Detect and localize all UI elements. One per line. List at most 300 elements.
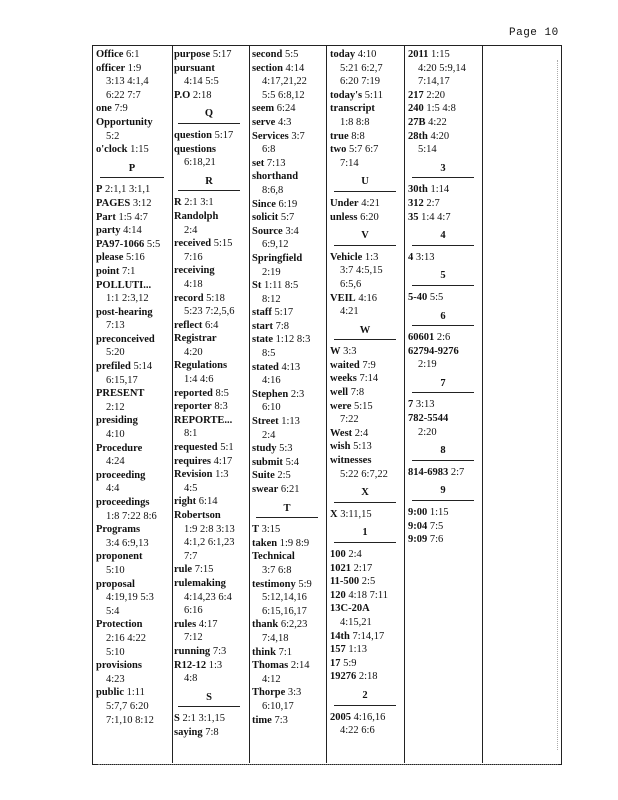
page-line-refs-continued: 8:6,8 xyxy=(262,184,284,196)
index-term: submit xyxy=(252,456,283,468)
index-entry xyxy=(96,333,172,360)
index-entry xyxy=(96,238,172,252)
index-entry xyxy=(252,320,326,334)
index-term: 217 xyxy=(408,89,424,101)
page-line-refs: 3:4 xyxy=(285,225,299,237)
index-term: 19276 xyxy=(330,671,357,683)
index-entry xyxy=(96,659,172,686)
index-term: 9:09 xyxy=(408,534,428,546)
index-entry xyxy=(330,359,404,373)
index-term: proceeding xyxy=(96,469,146,481)
index-entry xyxy=(252,618,326,645)
index-term: today xyxy=(330,49,356,60)
page-line-refs-continued: 7:13 xyxy=(106,320,125,332)
page-line-refs: 1:3 xyxy=(208,659,223,671)
page-line-refs-continued: 1:9 2:8 3:13 xyxy=(184,523,235,535)
page-number: Page 10 xyxy=(509,27,559,39)
index-term: S xyxy=(174,713,180,725)
index-entry xyxy=(330,89,404,103)
page-line-refs-continued: 1:8 7:22 8:6 xyxy=(106,510,157,522)
page-line-refs: 3:13 xyxy=(415,399,435,411)
index-column-5 xyxy=(408,48,482,547)
index-term: 782-5544 xyxy=(408,413,449,425)
page-line-refs-continued: 8:12 xyxy=(262,293,281,305)
page-line-refs: 5:1 xyxy=(220,442,234,454)
index-term: PAGES xyxy=(96,197,131,209)
page-line-refs: 1:15 xyxy=(130,144,149,156)
index-term: POLLUTI... xyxy=(96,279,152,291)
index-entry xyxy=(330,589,404,603)
index-term: Robertson xyxy=(174,510,221,521)
index-term: swear xyxy=(252,484,279,495)
page-line-refs: 1:5 4:8 xyxy=(426,103,456,115)
index-term: proceedings xyxy=(96,497,150,508)
index-term: PRESENT xyxy=(96,388,145,400)
page-line-refs: 5:7 6:7 xyxy=(348,144,379,156)
index-term: testimony xyxy=(252,578,296,590)
page-line-refs: 4:17 xyxy=(198,618,218,630)
page-line-refs: 7:8 xyxy=(205,726,219,738)
index-term: questions xyxy=(174,143,217,155)
index-term: today's xyxy=(330,89,363,101)
index-entry xyxy=(96,496,172,523)
index-entry xyxy=(96,306,172,333)
index-entry xyxy=(330,143,404,170)
page-line-refs-continued: 2:4 xyxy=(262,429,276,441)
index-entry xyxy=(174,292,248,319)
index-entry xyxy=(96,48,172,62)
index-term: 11-500 xyxy=(330,576,360,588)
page-line-refs: 2:4 xyxy=(348,549,362,560)
index-entry xyxy=(252,523,326,537)
index-entry xyxy=(96,618,172,659)
index-term: requires xyxy=(174,455,211,467)
index-term: X xyxy=(330,508,338,520)
page-line-refs: 6:21 xyxy=(280,484,300,495)
index-entry xyxy=(252,646,326,660)
index-term: W xyxy=(330,346,341,358)
page-line-refs: 4:14 xyxy=(123,225,142,237)
index-entry xyxy=(174,441,248,455)
page-line-refs: 5:16 xyxy=(126,252,145,264)
index-term: officer xyxy=(96,62,126,74)
index-term: 100 xyxy=(330,549,346,560)
page-line-refs: 5:18 xyxy=(206,292,225,304)
index-term: T xyxy=(252,524,260,536)
index-entry xyxy=(330,548,404,562)
index-entry xyxy=(252,442,326,456)
index-term: Under xyxy=(330,197,359,209)
page-line-refs: 7:5 xyxy=(429,520,444,532)
page-line-refs: 1:13 xyxy=(281,416,300,428)
index-entry xyxy=(330,211,404,225)
page-line-refs-continued: 5:12,14,16 xyxy=(262,592,307,604)
page-line-refs-continued: 2:19 xyxy=(262,266,281,278)
page-line-refs: 3:12 xyxy=(132,197,152,209)
page-line-refs: 1:5 4:7 xyxy=(118,211,148,223)
index-entry xyxy=(96,224,172,238)
index-term: 157 xyxy=(330,644,346,656)
index-entry xyxy=(252,157,326,171)
index-term: were xyxy=(330,400,352,412)
index-entry xyxy=(330,427,404,441)
index-entry xyxy=(96,102,172,116)
page-line-refs: 1:14 xyxy=(430,184,450,196)
page-line-refs: 7:15 xyxy=(194,564,214,576)
index-term: unless xyxy=(330,211,358,223)
index-entry xyxy=(174,659,248,686)
page-line-refs-continued: 4:10 xyxy=(106,429,125,441)
page-line-refs: 5:17 xyxy=(212,49,232,60)
page-line-refs: 1:9 8:9 xyxy=(279,537,310,549)
column-divider xyxy=(326,45,327,763)
section-heading: V xyxy=(334,228,396,246)
index-entry xyxy=(174,726,248,740)
page-line-refs: 3:13 xyxy=(415,251,435,263)
index-entry xyxy=(330,454,404,481)
index-term: Vehicle xyxy=(330,251,363,263)
page-line-refs: 7:8 xyxy=(350,387,365,399)
index-entry xyxy=(96,279,172,306)
page-line-refs: 5:17 xyxy=(214,129,234,141)
right-dotted-rule xyxy=(557,60,558,750)
index-entry xyxy=(408,211,482,225)
index-entry xyxy=(252,537,326,551)
index-term: Registrar xyxy=(174,333,217,345)
index-entry xyxy=(174,618,248,645)
index-entry xyxy=(96,62,172,103)
index-term: Services xyxy=(252,130,289,142)
index-term: Since xyxy=(252,198,276,210)
page-line-refs-continued: 5:7,7 6:20 xyxy=(106,700,149,712)
index-term: rulemaking xyxy=(174,577,226,589)
page-line-refs-continued: 2:19 xyxy=(418,359,437,371)
index-term: 35 xyxy=(408,211,419,223)
page-line-refs: 4:20 xyxy=(430,130,450,142)
page-line-refs: 1:9 xyxy=(127,62,142,74)
index-entry xyxy=(252,483,326,497)
page-line-refs: 7:14,17 xyxy=(352,630,385,642)
page-line-refs-continued: 7:7 xyxy=(184,550,198,562)
index-term: record xyxy=(174,292,204,304)
index-term: P xyxy=(96,184,103,196)
index-entry xyxy=(174,563,248,577)
page-line-refs-continued: 4:5 xyxy=(184,482,198,494)
page-line-refs: 1:15 xyxy=(429,507,449,519)
index-entry xyxy=(174,468,248,495)
index-entry xyxy=(96,442,172,469)
index-entry xyxy=(408,102,482,116)
index-term: section xyxy=(252,62,283,74)
index-entry xyxy=(330,251,404,292)
section-heading: 2 xyxy=(334,688,396,706)
page-line-refs-continued: 8:5 xyxy=(262,348,276,360)
page-line-refs: 7:13 xyxy=(266,157,286,169)
page-line-refs-continued: 4:23 xyxy=(106,673,125,685)
index-entry xyxy=(174,143,248,170)
index-column-3 xyxy=(252,48,326,727)
page-line-refs-continued: 3:13 4:1,4 xyxy=(106,76,149,88)
index-entry xyxy=(408,398,482,412)
index-entry xyxy=(96,469,172,496)
page-line-refs: 3:3 xyxy=(343,346,357,358)
index-term: Springfield xyxy=(252,252,303,264)
index-term: well xyxy=(330,387,349,399)
index-term: Technical xyxy=(252,551,295,563)
index-entry xyxy=(174,509,248,563)
index-entry xyxy=(252,48,326,62)
page-line-refs: 1:15 xyxy=(431,49,450,60)
index-entry xyxy=(330,575,404,589)
index-term: think xyxy=(252,646,276,658)
index-term: running xyxy=(174,645,211,657)
index-term: Thomas xyxy=(252,660,289,672)
index-entry xyxy=(252,659,326,686)
index-term: reported xyxy=(174,387,213,399)
page-line-refs: 1:12 8:3 xyxy=(275,334,311,346)
index-term: 13C-20A xyxy=(330,603,370,615)
index-entry xyxy=(330,102,404,129)
page-line-refs-continued: 2:12 xyxy=(106,401,125,413)
index-term: prefiled xyxy=(96,361,131,373)
index-entry xyxy=(174,359,248,386)
index-term: o'clock xyxy=(96,144,128,156)
index-term: 60601 xyxy=(408,332,435,344)
index-entry xyxy=(174,400,248,414)
index-term: requested xyxy=(174,442,218,454)
page-line-refs-continued: 4:20 5:9,14 xyxy=(418,62,466,74)
section-heading: W xyxy=(334,323,396,341)
page-line-refs: 7:3 xyxy=(212,645,227,657)
page-line-refs: 5:4 xyxy=(285,456,299,468)
index-entry xyxy=(408,48,482,89)
index-term: 30th xyxy=(408,184,428,196)
page-line-refs-continued: 4:21 xyxy=(340,306,359,318)
page-line-refs-continued: 4:18 xyxy=(184,278,203,290)
page-line-refs: 7:3 xyxy=(274,714,288,726)
index-term: reporter xyxy=(174,401,212,413)
page-line-refs: 6:1 xyxy=(126,49,140,60)
index-column-2 xyxy=(174,48,248,740)
index-term: set xyxy=(252,157,265,169)
index-term: point xyxy=(96,265,120,277)
index-entry xyxy=(408,533,482,547)
page-line-refs-continued: 1:8 8:8 xyxy=(340,116,370,128)
index-term: weeks xyxy=(330,373,357,385)
page-line-refs: 2:1 3:1,15 xyxy=(182,713,226,725)
index-entry xyxy=(252,456,326,470)
page-line-refs-continued: 4:24 xyxy=(106,456,125,468)
page-line-refs-continued: 5:5 6:8,12 xyxy=(262,89,305,101)
index-entry xyxy=(174,577,248,618)
section-heading: X xyxy=(334,485,396,503)
page-line-refs: 2:17 xyxy=(353,562,373,574)
index-term: REPORTE... xyxy=(174,414,233,426)
index-entry xyxy=(408,345,482,372)
page-line-refs: 2:4 xyxy=(354,427,369,439)
index-entry xyxy=(252,211,326,225)
page-line-refs: 8:3 xyxy=(214,401,228,413)
index-entry xyxy=(330,711,404,738)
index-term: Part xyxy=(96,211,116,223)
page-line-refs: 2:1,1 3:1,1 xyxy=(105,184,151,196)
index-entry xyxy=(330,197,404,211)
page-line-refs-continued: 6:22 7:7 xyxy=(106,89,141,101)
page-line-refs: 4:17 xyxy=(213,455,233,467)
index-entry xyxy=(252,130,326,157)
index-term: serve xyxy=(252,116,276,128)
page-line-refs: 5:13 xyxy=(353,441,372,453)
index-term: 4 xyxy=(408,251,414,263)
index-term: reflect xyxy=(174,319,203,331)
page-line-refs-continued: 3:7 4:5,15 xyxy=(340,265,383,277)
page-line-refs: 5:14 xyxy=(133,361,153,373)
index-term: Protection xyxy=(96,619,143,631)
page-line-refs: 6:24 xyxy=(276,103,296,115)
page-line-refs: 4:3 xyxy=(277,116,292,128)
index-entry xyxy=(96,143,172,157)
index-entry xyxy=(252,469,326,483)
index-entry xyxy=(252,333,326,360)
index-term: state xyxy=(252,334,273,346)
index-term: seem xyxy=(252,103,275,115)
index-term: one xyxy=(96,103,112,115)
page-line-refs: 4:14 xyxy=(285,62,305,74)
index-entry xyxy=(174,495,248,509)
index-entry xyxy=(330,48,404,89)
index-entry xyxy=(330,630,404,644)
index-term: right xyxy=(174,496,197,508)
page-line-refs: 6:14 xyxy=(198,496,218,508)
section-heading: 5 xyxy=(412,268,474,286)
index-entry xyxy=(330,372,404,386)
index-entry xyxy=(174,196,248,210)
page-line-refs: 4:18 7:11 xyxy=(348,589,388,601)
page-line-refs: 4:10 xyxy=(357,49,377,60)
index-term: PA97-1066 xyxy=(96,238,145,250)
page-line-refs: 2:5 xyxy=(361,576,376,588)
index-entry xyxy=(96,360,172,387)
index-entry xyxy=(252,252,326,279)
page-line-refs: 1:13 xyxy=(348,644,368,656)
section-heading: 4 xyxy=(412,228,474,246)
page-line-refs-continued: 3:7 6:8 xyxy=(262,564,292,576)
index-entry xyxy=(96,387,172,414)
index-term: transcript xyxy=(330,103,375,115)
index-term: 17 xyxy=(330,657,341,669)
page-line-refs: 7:8 xyxy=(275,320,290,332)
page-line-refs: 1:4 4:7 xyxy=(421,211,451,223)
page-line-refs: 2:7 xyxy=(450,466,465,478)
index-entry xyxy=(174,387,248,401)
section-heading: 7 xyxy=(412,376,474,394)
page-line-refs-continued: 7:14,17 xyxy=(418,76,450,88)
index-term: Street xyxy=(252,416,279,428)
index-column-1 xyxy=(96,48,172,727)
page-line-refs: 2:7 xyxy=(426,197,440,209)
page-line-refs-continued: 6:20 7:19 xyxy=(340,76,380,88)
index-entry xyxy=(330,400,404,427)
index-term: proponent xyxy=(96,551,143,563)
index-entry xyxy=(252,306,326,320)
page-line-refs: 2:14 xyxy=(290,660,310,672)
index-term: Regulations xyxy=(174,360,228,372)
column-divider xyxy=(404,45,405,763)
page-line-refs: 6:20 xyxy=(360,211,379,223)
page-line-refs: 2:20 xyxy=(426,89,446,101)
index-term: presiding xyxy=(96,415,138,427)
page-line-refs: 6:2,23 xyxy=(280,619,308,631)
index-entry xyxy=(252,361,326,388)
page-line-refs: 7:6 xyxy=(429,534,444,546)
index-term: solicit xyxy=(252,212,279,224)
page-line-refs-continued: 4:1,2 6:1,23 xyxy=(184,537,235,549)
index-term: Procedure xyxy=(96,442,143,454)
index-term: rules xyxy=(174,618,197,630)
section-heading: R xyxy=(178,174,240,192)
page-line-refs: 5:9 xyxy=(343,657,357,669)
index-entry xyxy=(252,102,326,116)
page-line-refs: 4:16 xyxy=(358,292,377,304)
page-line-refs: 2:6 xyxy=(436,332,451,344)
page-line-refs: 4:22 xyxy=(428,116,447,128)
index-term: 62794-9276 xyxy=(408,345,459,357)
index-entry xyxy=(408,130,482,157)
page-line-refs: 2:1 3:1 xyxy=(184,197,214,209)
index-term: received xyxy=(174,238,212,250)
page-line-refs-continued: 1:4 4:6 xyxy=(184,374,214,386)
page-line-refs: 7:9 xyxy=(362,359,376,371)
index-term: purpose xyxy=(174,49,211,60)
index-entry xyxy=(408,331,482,345)
index-term: 240 xyxy=(408,103,424,115)
page-line-refs-continued: 8:1 xyxy=(184,428,198,440)
index-term: Opportunity xyxy=(96,116,153,128)
index-entry xyxy=(330,657,404,671)
page-line-refs-continued: 2:4 xyxy=(184,224,198,236)
index-entry xyxy=(330,130,404,144)
index-entry xyxy=(408,520,482,534)
page-line-refs: 5:9 xyxy=(298,578,312,590)
index-entry xyxy=(252,116,326,130)
page-line-refs-continued: 5:22 6:7,22 xyxy=(340,468,388,480)
index-entry xyxy=(96,550,172,577)
page-line-refs-continued: 7:16 xyxy=(184,251,203,263)
section-heading: 1 xyxy=(334,525,396,543)
page-line-refs: 3:7 xyxy=(291,130,305,142)
page-line-refs-continued: 6:15,17 xyxy=(106,374,138,386)
page-line-refs-continued: 7:14 xyxy=(340,157,359,169)
column-divider xyxy=(249,45,250,763)
index-entry xyxy=(174,319,248,333)
index-term: 1021 xyxy=(330,562,351,574)
index-term: witnesses xyxy=(330,455,372,467)
index-entry xyxy=(252,62,326,103)
index-term: stated xyxy=(252,361,279,373)
page-line-refs: 8:8 xyxy=(351,130,365,142)
page-line-refs: 2:3 xyxy=(290,388,305,400)
page-line-refs-continued: 6:10,17 xyxy=(262,700,294,712)
page-line-refs: 3:15 xyxy=(261,524,281,536)
index-term: 14th xyxy=(330,630,350,642)
index-entry xyxy=(330,345,404,359)
index-term: shorthand xyxy=(252,171,299,183)
index-term: time xyxy=(252,714,272,726)
index-term: 120 xyxy=(330,589,346,601)
page-line-refs: 5:5 xyxy=(146,238,161,250)
page-line-refs-continued: 5:10 xyxy=(106,646,125,658)
page-line-refs: 5:15 xyxy=(213,238,233,250)
